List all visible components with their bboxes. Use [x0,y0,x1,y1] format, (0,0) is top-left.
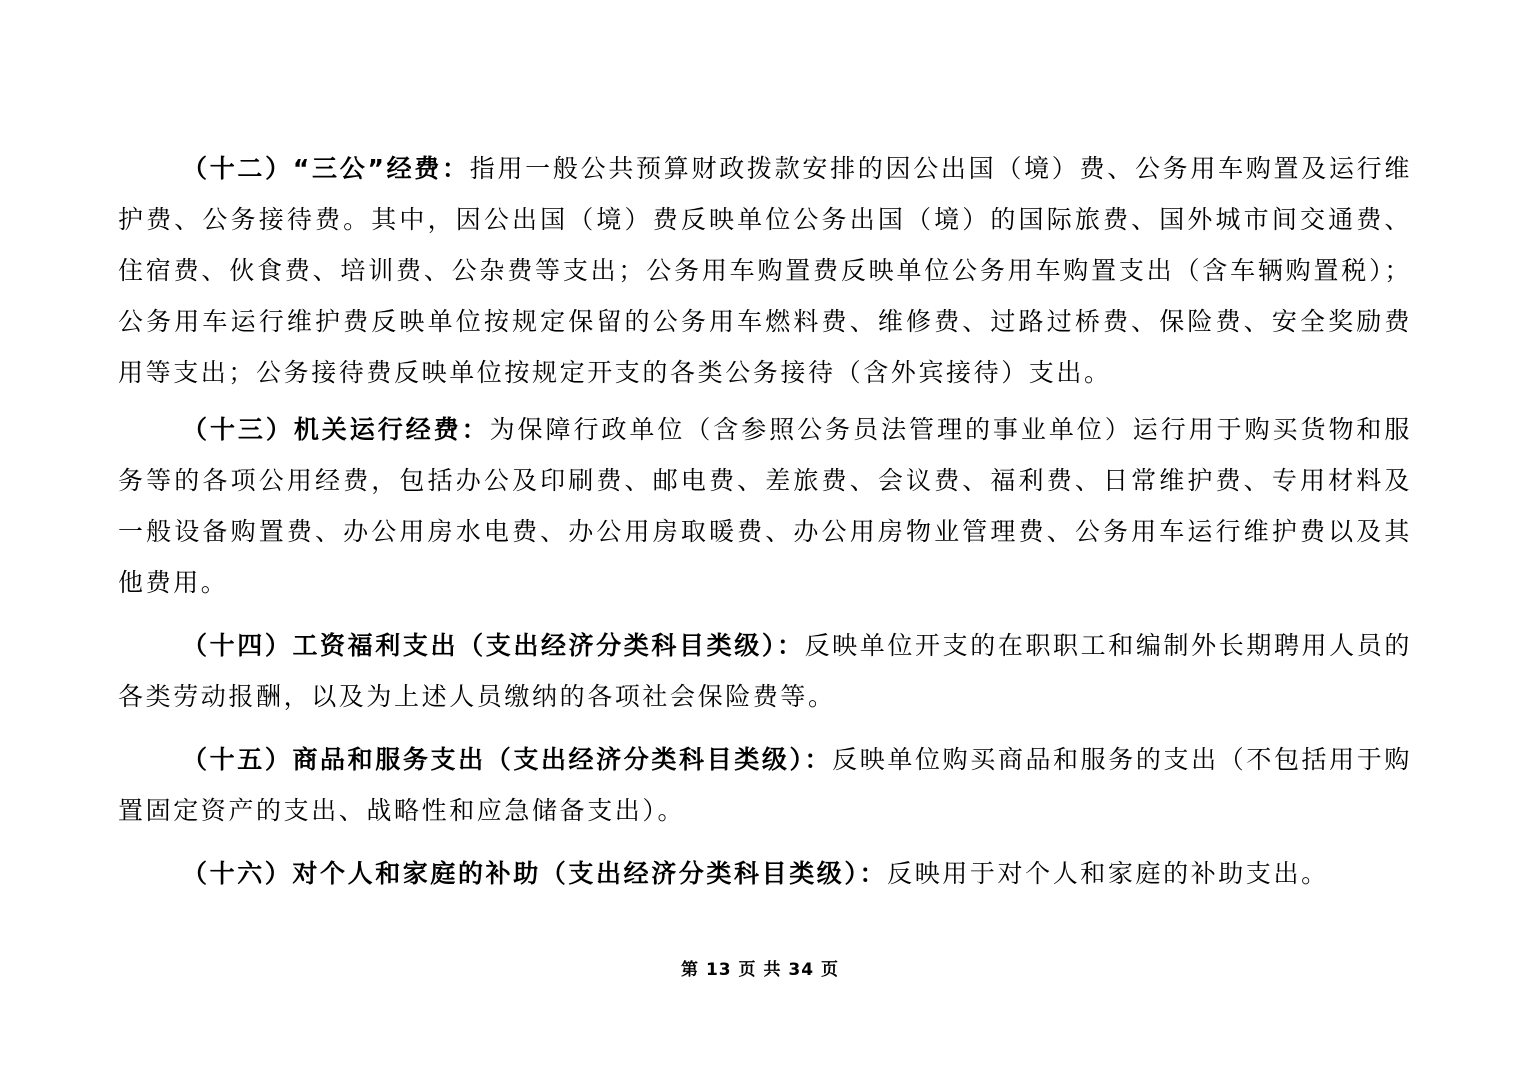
page-footer [0,955,1520,980]
definition-goods-services: 反映单位购买商品和服务的支出（不包括用于购置固定资产的支出、战略性和应急储备支出）。 [118,745,1412,825]
term-goods-services: （十五）商品和服务支出（支出经济分类科目类级）： [182,745,833,774]
term-three-public-expenses: （十二）“三公”经费： [182,154,470,183]
term-agency-operating-expenses: （十三）机关运行经费： [182,415,490,444]
footer-middle: 页 共 [738,960,782,980]
term-household-subsidies: （十六）对个人和家庭的补助（支出经济分类科目类级）： [182,859,888,888]
total-page-number: 34 [788,960,815,980]
paragraph-three-public-expenses [118,143,1412,398]
paragraph-goods-services [118,734,1412,836]
definition-agency-operating-expenses: 为保障行政单位（含参照公务员法管理的事业单位）运行用于购买货物和服务等的各项公用经费，包括办公及印刷费、邮电费、差旅费、会议费、福利费、日常维护费、专用材料及一般设备购置费、办公用房水电费、办公用房取暖费、办公用房物业管理费、公务用车运行维护费以及其他费用。 [118,415,1412,597]
definition-household-subsidies: 反映用于对个人和家庭的补助支出。 [887,859,1329,888]
current-page-number: 13 [705,960,732,980]
footer-prefix: 第 [681,960,700,980]
definition-three-public-expenses: 指用一般公共预算财政拨款安排的因公出国（境）费、公务用车购置及运行维护费、公务接待费。其中，因公出国（境）费反映单位公务出国（境）的国际旅费、国外城市间交通费、住宿费、伙食费、培训费、公杂费等支出；公务用车购置费反映单位公务用车购置支出（含车辆购置税）；公务用车运行维护费反映单位按规定保留的公务用车燃料费、维修费、过路过桥费、保险费、安全奖励费用等支出；公务接待费反映单位按规定开支的各类公务接待（含外宾接待）支出。 [118,154,1412,387]
footer-suffix: 页 [820,960,839,980]
paragraph-household-subsidies [118,848,1412,899]
paragraph-wages-welfare [118,620,1412,722]
document-body [118,143,1412,899]
term-wages-welfare: （十四）工资福利支出（支出经济分类科目类级）： [182,631,805,660]
paragraph-agency-operating-expenses [118,404,1412,608]
definition-wages-welfare: 反映单位开支的在职职工和编制外长期聘用人员的各类劳动报酬，以及为上述人员缴纳的各项社会保险费等。 [118,631,1412,711]
